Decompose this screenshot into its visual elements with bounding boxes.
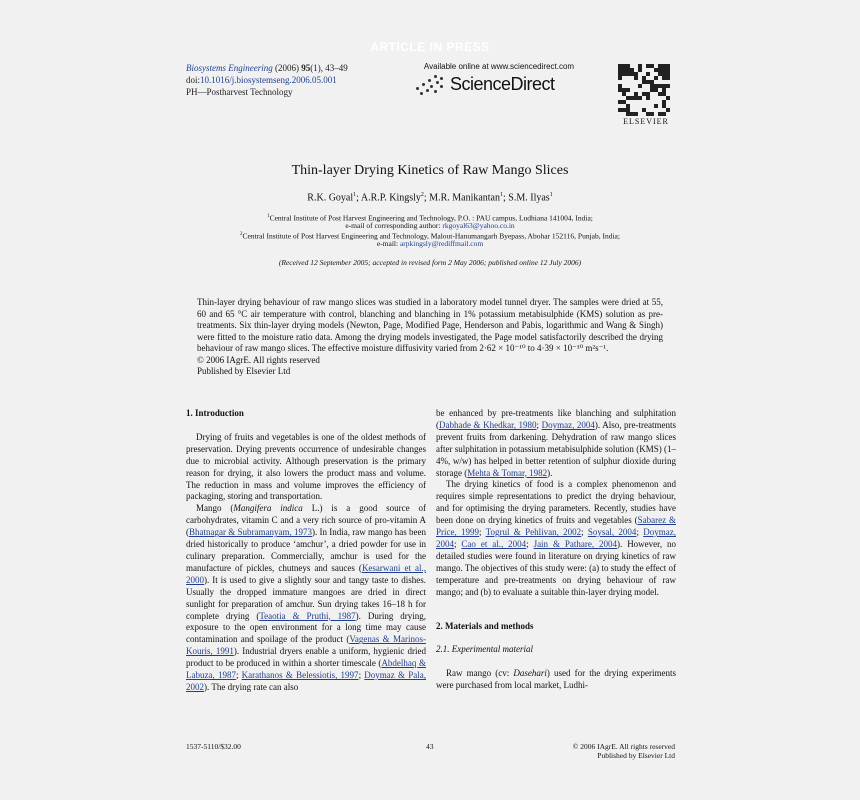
doi-link[interactable]: 10.1016/j.biosystemseng.2006.05.001 (200, 75, 337, 85)
author-name: A.R.P. Kingsly (360, 192, 421, 204)
affiliation-text: Central Institute of Post Harvest Engineering and Technology, Malout-Hanumangarh Byepass, Abohar 152116, Punjab, India; (242, 231, 620, 241)
footer-copyright: © 2006 IAgrE. All rights reserved Published by Elsevier Ltd (572, 742, 675, 760)
author-sup: 1 (500, 192, 503, 198)
citation-link[interactable]: Togrul & Pehlivan, 2002 (485, 527, 582, 538)
author-sup: 2 (420, 192, 424, 198)
page-number: 43 (426, 742, 434, 751)
doi-prefix: doi: (186, 75, 201, 85)
author-name: R.K. Goyal (307, 192, 354, 204)
watermark: ARTICLE IN PRESS (370, 40, 490, 54)
email-label: e-mail of corresponding author: (345, 221, 441, 230)
elsevier-label: ELSEVIER (623, 117, 669, 126)
sciencedirect-online-text: Available online at www.sciencedirect.com (423, 62, 575, 71)
elsevier-tree-icon (618, 64, 670, 116)
affiliation-sup: 2 (240, 232, 243, 237)
article-title: Thin-layer Drying Kinetics of Raw Mango Slices (291, 163, 569, 178)
paragraph: Mango (Mangifera indica L.) is a good source of carbohydrates, vitamin C and a very rich source of pro-vitamin A (Bhatnagar & Subramanyam, 1973). In India, raw mango has been dried historically to produce ‘amchur’, a dried powder for use in culinary preparation. Commercially, amchur is used for the manufacture of pickles, chutneys and sauces (Kesarwani et al., 2000). It is used to give a slightly sour and tangy taste to dishes. Usually the dropped immature mangoes are dried in direct sunlight for preparation of amchur. Sun drying takes 16–18 h for complete drying (Teaotia & Pruthi, 1987). During drying, exposure to the open environment for a long time may cause contamination and spoilage of the product (Vagenas & Marinos-Kouris, 1991). Industrial dryers enable a uniform, hygienic dried product to be produced in within a shorter timescale (Abdelhaq & Labuza, 1987; Karathanos & Belessiotis, 1997; Doymaz & Pala, 2002). The drying rate can also (186, 503, 427, 692)
citation-link[interactable]: Cao et al., 2004 (461, 538, 527, 549)
section-heading: 2. Materials and methods (436, 620, 534, 631)
citation-link[interactable]: Abdelhaq & Labuza, 1987 (186, 658, 426, 681)
email-link[interactable]: rkgoyal63@yahoo.co.in (442, 221, 515, 230)
affiliation-sup: 1 (267, 214, 270, 219)
author-name: S.M. Ilyas (508, 192, 550, 204)
sciencedirect-banner[interactable] (414, 62, 584, 98)
author-sup: 1 (353, 192, 357, 198)
subsection-heading: 2.1. Experimental material (436, 644, 533, 655)
affiliation-2-email (0, 239, 860, 248)
citation-link[interactable]: Doymaz, 2004 (541, 419, 595, 430)
paragraph: be enhanced by pre-treatments like blanching and sulphitation (Dabhade & Khedkar, 1980; Doymaz, 2004). Also, pre-treatments prevent fruits from darkening. Dehydration of raw mango slices after sulphitation in potassium metabisulphide solution (KMS) (1–4%, w/w) has helped in better retention of sulphur dioxide during storage (Mehta & Tomar, 1982). (436, 408, 676, 478)
citation-link[interactable]: Doymaz & Pala, 2002 (186, 670, 426, 692)
sciencedirect-dots-icon (414, 75, 446, 95)
affiliation-text: Central Institute of Post Harvest Engineering and Technology, P.O. : PAU campus, Ludhiana 141004, India; (269, 213, 593, 223)
abstract-copyright: © 2006 IAgrE. All rights reserved (197, 354, 320, 365)
received-dates: (Received 12 September 2005; accepted in revised form 2 May 2006; published online 12 July 2006) (278, 258, 582, 267)
citation-link[interactable]: Sabarez & Price, 1999 (436, 515, 676, 538)
author-sup: 1 (549, 192, 553, 198)
abstract (197, 297, 663, 378)
left-column (186, 408, 426, 694)
email-label: e-mail: (376, 239, 399, 248)
elsevier-logo (618, 64, 674, 124)
journal-volume: 95 (301, 63, 311, 73)
sciencedirect-logo: ScienceDirect (450, 74, 555, 94)
journal-section: PH—Postharvest Technology (186, 87, 293, 97)
author-name: M.R. Manikantan (429, 192, 500, 204)
citation-link[interactable]: Jain & Pathare, 2004 (533, 538, 618, 549)
paragraph: The drying kinetics of food is a complex phenomenon and requires simple representations to predict the drying behaviour, and for optimising the drying parameters. Recently, studies have been done on drying kinetics of fruits and vegetables (Sabarez & Price, 1999; Togrul & Pehlivan, 2002; Soysal, 2004; Doymaz, 2004; Cao et al., 2004; Jain & Pathare, 2004). However, no detailed studies were found in literature on drying kinetics of raw mango. The objectives of this study were: (a) to study the effect of temperature and pre-treatments on drying behaviour of raw mango; and (b) to evaluate a suitable thin-layer drying model. (436, 479, 676, 597)
citation-link[interactable]: Dabhade & Khedkar, 1980 (439, 419, 537, 430)
paragraph: Raw mango (cv: Dasehari) used for the drying experiments were purchased from local market, Ludhi- (436, 668, 677, 691)
citation-link[interactable]: Doymaz, 2004 (436, 527, 676, 549)
section-heading: 1. Introduction (186, 408, 244, 418)
citation-link[interactable]: Teaotia & Pruthi, 1987 (259, 610, 356, 621)
abstract-publisher: Published by Elsevier Ltd (197, 366, 291, 376)
journal-pages: 43–49 (325, 63, 348, 73)
journal-name: Biosystems Engineering (186, 63, 273, 73)
journal-info (186, 62, 348, 98)
citation-link[interactable]: Mehta & Tomar, 1982 (467, 467, 548, 478)
affiliation-1-email (0, 221, 860, 230)
citation-link[interactable]: Karathanos & Belessiotis, 1997 (241, 670, 359, 681)
email-link[interactable]: arpkingsly@rediffmail.com (399, 239, 484, 248)
journal-year: (2006) (275, 63, 299, 73)
citation-link[interactable]: Vagenas & Marinos-Kouris, 1991 (186, 634, 426, 657)
citation-link[interactable]: Bhatnagar & Subramanyam, 1973 (189, 527, 312, 538)
journal-issue: (1), (310, 63, 323, 73)
abstract-text: Thin-layer drying behaviour of raw mango slices was studied in a laboratory model tunnel dryer. The samples were dried at 55, 60 and 65 °C air temperature with control, blanching and blanching in 1% potassium metabisulphide (KMS) solution as pre-treatments. Six thin-layer drying models (Newton, Page, Modified Page, Henderson and Pabis, logarithmic and Wang & Singh) were fitted to the moisture ratio data. Among the drying models investigated, the Page model satisfactorily described the drying behaviour of raw mango slices. The effective moisture diffusivity varied from 2·62 × 10⁻¹⁰ to 4·39 × 10⁻¹⁰ m²s⁻¹. (197, 297, 663, 353)
footer-code: 1537-5110/$32.00 (186, 742, 241, 751)
right-column (436, 408, 676, 692)
paragraph: Drying of fruits and vegetables is one of the oldest methods of preservation. Drying prevents occurrence of undesirable changes due to microbial activity. Although preservation is the primary reason for drying, it also lowers the product mass and volume. The reduction in mass and volume improves the efficiency of packaging, storing and transportation. (186, 431, 426, 502)
citation-link[interactable]: Kesarwani et al., 2000 (186, 562, 426, 585)
citation-link[interactable]: Soysal, 2004 (587, 527, 637, 538)
author-list: R.K. Goyal$^1$; A.R.P. Kingsly$^2$; M.R. Manikantan$^1$; S.M. Ilyas$^1$ (307, 192, 553, 204)
